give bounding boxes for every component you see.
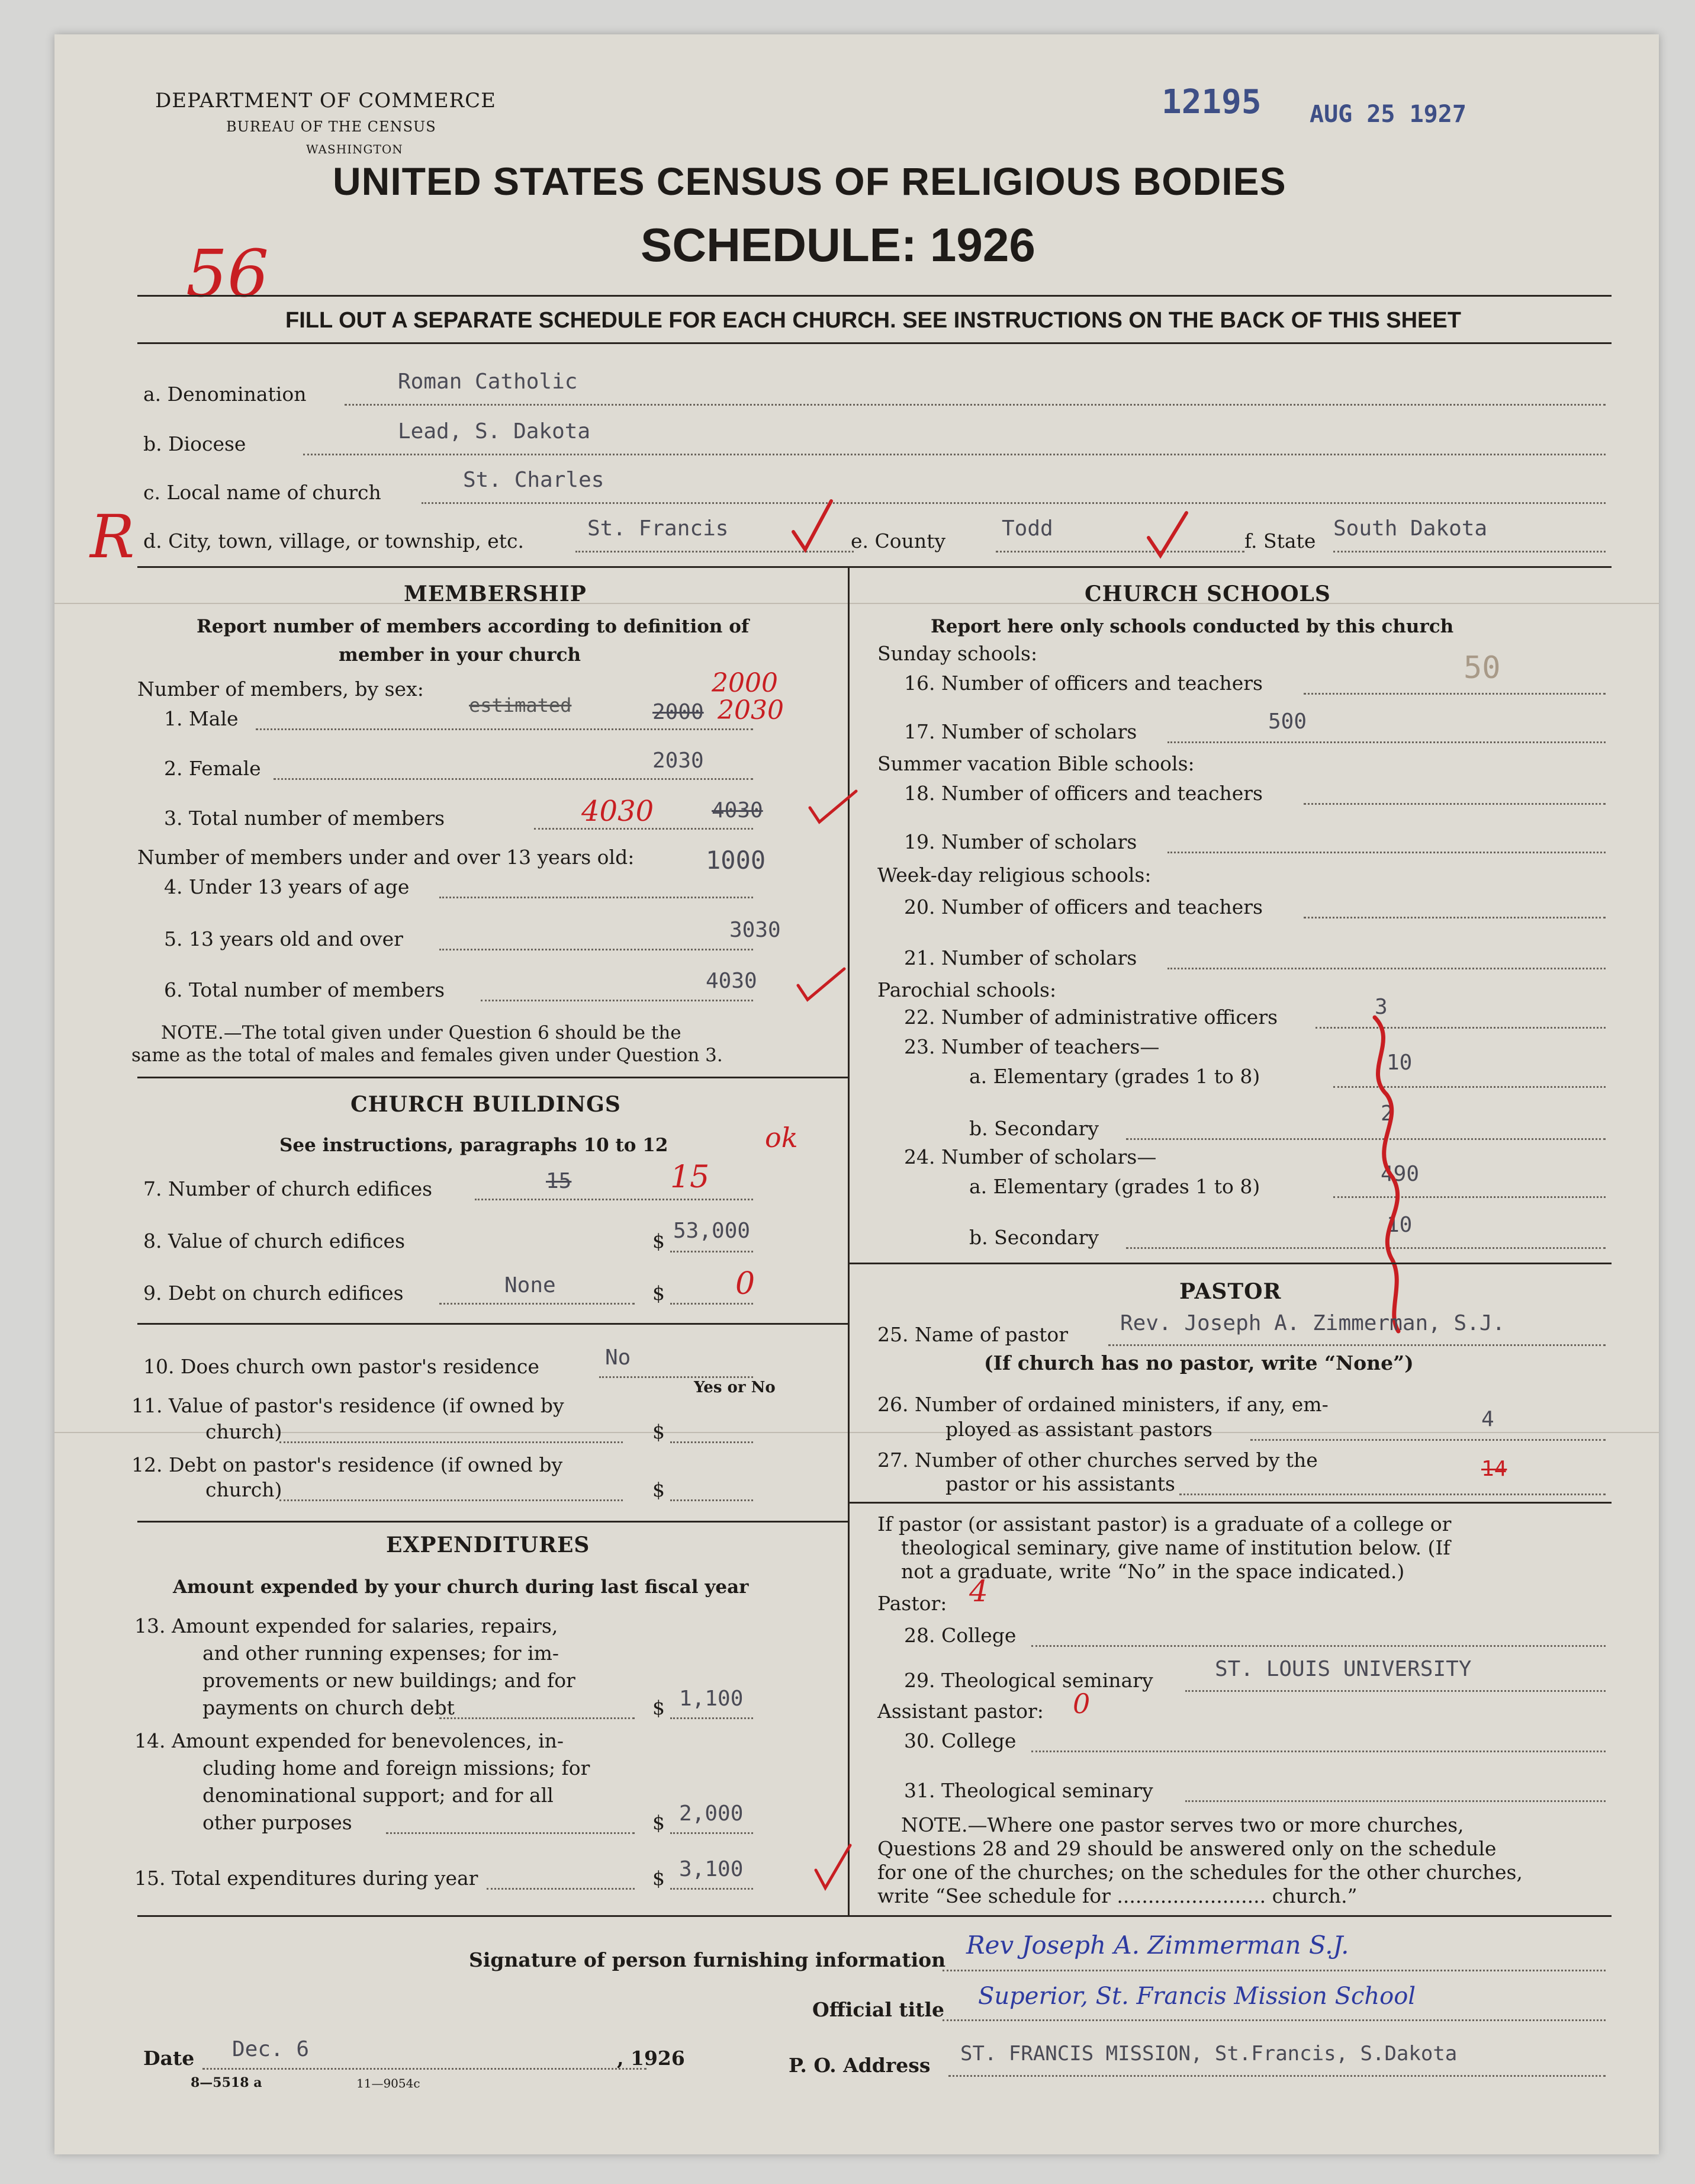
q5-over-13-value: 3030 [729,918,781,942]
form-title: UNITED STATES CENSUS OF RELIGIOUS BODIES [333,159,1286,203]
q25-value: Rev. Joseph A. Zimmerman, S.J. [1120,1311,1506,1335]
q5-over-13-label: 5. 13 years old and over [164,927,403,950]
dotted-line [1179,1494,1606,1495]
q24-label: 24. Number of scholars— [904,1145,1157,1168]
rule [137,295,1612,297]
q9-debt-value: None [504,1273,556,1297]
dotted-line [475,1199,753,1200]
dotted-line [1167,968,1606,969]
dotted-line [1304,803,1606,805]
rule [137,566,1612,568]
q24a-value: 490 [1381,1162,1420,1186]
dotted-line [670,1251,753,1252]
city-heading: WASHINGTON [306,142,403,156]
dotted-line [943,2019,1606,2021]
sunday-schools-label: Sunday schools: [877,642,1038,665]
rule [137,1915,1612,1917]
print-number: 11—9054c [356,2076,420,2090]
q25-hint: (If church has no pastor, write “None”) [984,1351,1414,1374]
q27-label: 27. Number of other churches served by the [877,1448,1318,1472]
q7-edifices-label: 7. Number of church edifices [143,1177,433,1200]
diocese-label: b. Diocese [143,432,246,455]
red-check-icon [1144,508,1191,561]
q26-value: 4 [1481,1407,1494,1431]
q19-label: 19. Number of scholars [904,830,1137,853]
by-sex-label: Number of members, by sex: [137,677,424,701]
membership-note: same as the total of males and females given under Question 3. [131,1045,723,1066]
q6-total-label: 6. Total number of members [164,978,445,1001]
dotted-line [303,454,1606,455]
weekday-schools-label: Week-day religious schools: [877,863,1152,887]
q13-value: 1,100 [679,1687,744,1711]
dotted-line [599,1376,753,1378]
q26-label: ployed as assistant pastors [945,1418,1212,1441]
pastor-note: for one of the churches; on the schedules for the other churches, [877,1861,1523,1884]
q15-label: 15. Total expenditures during year [134,1867,478,1890]
q12-label: 12. Debt on pastor's residence (if owned by [131,1453,563,1476]
dollar-sign: $ [652,1282,665,1305]
membership-heading: MEMBERSHIP [404,582,587,606]
date-label: Date [143,2047,195,2070]
q13-label: and other running expenses; for im- [202,1642,559,1665]
q11-label: church) [205,1420,282,1443]
department-heading: DEPARTMENT OF COMMERCE [155,89,496,113]
q14-value: 2,000 [679,1801,744,1826]
q17-value: 500 [1268,709,1307,734]
dotted-line [996,551,1244,553]
dollar-sign: $ [652,1867,665,1890]
form-number: 8—5518 a [191,2075,262,2090]
city-value: St. Francis [587,516,729,541]
state-label: f. State [1244,529,1316,553]
pastor-note: Questions 28 and 29 should be answered only on the schedule [877,1837,1497,1860]
red-bracket-mark [1351,1006,1434,1337]
graduate-instructions: theological seminary, give name of institution below. (If [901,1536,1450,1559]
county-value: Todd [1002,516,1053,541]
q16-label: 16. Number of officers and teachers [904,672,1263,695]
q31-label: 31. Theological seminary [904,1779,1153,1802]
church-name-value: St. Charles [463,468,604,492]
dotted-line [439,949,753,950]
q27-label: pastor or his assistants [945,1472,1175,1495]
dollar-sign: $ [652,1420,665,1443]
rule [848,1502,1612,1504]
dollar-sign: $ [652,1696,665,1719]
city-label: d. City, town, village, or township, etc. [143,529,525,553]
po-address-value: ST. FRANCIS MISSION, St.Francis, S.Dakota [960,2042,1458,2066]
dotted-line [670,1888,753,1890]
q14-label: 14. Amount expended for benevolences, in- [134,1729,564,1752]
dotted-line [1031,1645,1606,1647]
graduate-instructions: If pastor (or assistant pastor) is a graduate of a college or [877,1512,1452,1536]
q26-label: 26. Number of ordained ministers, if any, em- [877,1393,1329,1416]
pastor-red-mark: 4 [969,1574,988,1608]
receipt-stamp-number: 12195 [1162,83,1262,121]
q22-label: 22. Number of administrative officers [904,1006,1278,1029]
q12-label: church) [205,1478,282,1501]
pastor-note: NOTE.—Where one pastor serves two or more churches, [901,1813,1464,1836]
q6-total-value: 4030 [706,969,757,993]
parochial-schools-label: Parochial schools: [877,978,1057,1001]
red-check-icon [795,964,848,1006]
summer-schools-label: Summer vacation Bible schools: [877,752,1195,775]
dotted-line [386,1832,635,1834]
paper-fold [54,1432,1659,1433]
q13-label: provements or new buildings; and for [202,1669,575,1692]
q13-label: 13. Amount expended for salaries, repairs, [134,1614,558,1637]
red-check-icon [789,496,836,555]
dotted-line [1304,693,1606,695]
po-address-label: P. O. Address [789,2054,931,2077]
county-label: e. County [851,529,946,553]
dotted-line [948,2075,1606,2077]
denomination-value: Roman Catholic [398,370,578,394]
q1-male-label: 1. Male [164,707,239,730]
assistant-red-mark: 0 [1073,1688,1091,1720]
dotted-line [670,1303,753,1305]
q23a-value: 10 [1387,1051,1413,1075]
q7-edifices-value: 15 [546,1169,572,1193]
dotted-line [279,1441,623,1443]
female-red-value: 2030 [718,695,784,725]
q30-label: 30. College [904,1729,1017,1752]
age-label: Number of members under and over 13 years old: [137,846,635,869]
q1-male-value: 2000 [652,700,704,724]
dotted-line [1108,1344,1606,1346]
q23-label: 23. Number of teachers— [904,1035,1160,1058]
dotted-line [1167,741,1606,743]
expenditures-subtitle: Amount expended by your church during last fiscal year [173,1576,749,1598]
q9-debt-label: 9. Debt on church edifices [143,1282,404,1305]
q7-red-value: 15 [670,1160,710,1195]
q25-label: 25. Name of pastor [877,1323,1069,1346]
census-form-sheet [54,34,1659,2154]
q14-label: other purposes [202,1811,352,1834]
q23b-value: 2 [1381,1101,1394,1126]
signature-value: Rev Joseph A. Zimmerman S.J. [966,1931,1349,1960]
red-check-icon [812,1841,854,1894]
rule [848,1263,1612,1264]
rule [137,1077,848,1078]
church-name-label: c. Local name of church [143,481,381,504]
yes-or-no-hint: Yes or No [694,1379,776,1396]
dotted-line [1250,1439,1606,1441]
dotted-line [345,404,1606,406]
q9-red-value: 0 [735,1266,755,1302]
dotted-line [1185,1690,1606,1692]
q14-label: denominational support; and for all [202,1784,554,1807]
q2-female-value: 2030 [652,749,704,773]
dotted-line [943,1970,1606,1971]
dotted-line [670,1499,753,1501]
q23b-label: b. Secondary [969,1117,1099,1140]
dotted-line [279,1499,623,1501]
dotted-line [1185,1800,1606,1802]
dotted-line [422,502,1606,504]
q11-label: 11. Value of pastor's residence (if owned by [131,1394,564,1417]
q1-note: estimated [469,694,572,717]
signature-label: Signature of person furnishing information [469,1948,946,1971]
dotted-line [670,1441,753,1443]
column-divider [848,566,850,1916]
dollar-sign: $ [652,1478,665,1501]
dollar-sign: $ [652,1811,665,1834]
membership-note: NOTE.—The total given under Question 6 should be the [161,1022,681,1043]
dotted-line [670,1717,753,1719]
q24a-label: a. Elementary (grades 1 to 8) [969,1175,1260,1198]
schools-subtitle: Report here only schools conducted by this church [931,616,1454,637]
dollar-sign: $ [652,1229,665,1252]
dotted-line [481,1000,753,1001]
q24b-label: b. Secondary [969,1226,1099,1249]
graduate-instructions: not a graduate, write “No” in the space indicated.) [901,1560,1405,1583]
dotted-line [1031,1751,1606,1752]
date-value: Dec. 6 [232,2037,310,2061]
dotted-line [439,1717,635,1719]
red-mark-r: R [90,502,135,571]
buildings-red-ok: ok [765,1122,798,1154]
expenditures-heading: EXPENDITURES [386,1533,590,1557]
q18-label: 18. Number of officers and teachers [904,782,1263,805]
dotted-line [439,897,753,898]
paper-fold [54,603,1659,604]
buildings-heading: CHURCH BUILDINGS [350,1092,621,1117]
official-title-value: Superior, St. Francis Mission School [978,1983,1416,2010]
dotted-line [1304,917,1606,918]
q8-value-label: 8. Value of church edifices [143,1229,406,1252]
pastor-label: Pastor: [877,1592,947,1615]
state-value: South Dakota [1333,516,1488,541]
q2-female-label: 2. Female [164,757,261,780]
q4-under-13-label: 4. Under 13 years of age [164,875,410,898]
buildings-subtitle: See instructions, paragraphs 10 to 12 [279,1135,668,1156]
dotted-line [439,1303,635,1305]
dotted-line [256,728,753,730]
date-year: , 1926 [617,2047,685,2070]
assistant-pastor-label: Assistant pastor: [877,1700,1044,1723]
pastor-heading: PASTOR [1179,1279,1282,1304]
diocese-value: Lead, S. Dakota [398,419,591,444]
dotted-line [534,828,753,830]
red-check-icon [806,786,860,828]
schedule-title: SCHEDULE: 1926 [641,219,1035,271]
rule [137,342,1612,344]
q8-value: 53,000 [673,1219,751,1243]
q15-value: 3,100 [679,1857,744,1881]
q24b-value: 10 [1387,1213,1413,1237]
q29-label: 29. Theological seminary [904,1669,1153,1692]
q21-label: 21. Number of scholars [904,946,1137,969]
dotted-line [487,1888,635,1890]
q10-residence-value: No [605,1345,631,1370]
rule [137,1323,848,1325]
pastor-note: write “See schedule for ........................ church.” [877,1884,1358,1907]
q17-label: 17. Number of scholars [904,720,1137,743]
q13-label: payments on church debt [202,1696,455,1719]
q14-label: cluding home and foreign missions; for [202,1756,590,1780]
q3-total-label: 3. Total number of members [164,807,445,830]
q3-total-value: 4030 [712,798,763,823]
q28-label: 28. College [904,1624,1017,1647]
bureau-heading: BUREAU OF THE CENSUS [226,118,436,135]
q16-value: 50 [1464,650,1501,686]
age-value: 1000 [706,846,766,875]
membership-subtitle: member in your church [339,644,581,666]
q22-value: 3 [1375,995,1388,1019]
q27-value: 14 [1481,1457,1507,1481]
instruction-banner: FILL OUT A SEPARATE SCHEDULE FOR EACH CHURCH. SEE INSTRUCTIONS ON THE BACK OF THIS SHEET [285,308,1461,333]
q20-label: 20. Number of officers and teachers [904,895,1263,918]
rule [137,1521,848,1523]
schools-heading: CHURCH SCHOOLS [1085,582,1331,606]
q3-red-value: 4030 [581,795,654,828]
receipt-stamp-date: AUG 25 1927 [1310,101,1466,128]
denomination-label: a. Denomination [143,383,307,406]
q23a-label: a. Elementary (grades 1 to 8) [969,1065,1260,1088]
dotted-line [1333,551,1606,553]
official-title-label: Official title [812,1998,944,2021]
q29-value: ST. LOUIS UNIVERSITY [1215,1657,1472,1681]
q10-residence-label: 10. Does church own pastor's residence [143,1355,539,1378]
dotted-line [670,1832,753,1834]
dotted-line [274,778,753,780]
dotted-line [1167,852,1606,853]
red-mark-number: 56 [186,236,269,311]
male-red-value: 2000 [712,668,778,698]
membership-subtitle: Report number of members according to definition of [197,616,750,637]
dotted-line [202,2068,647,2070]
